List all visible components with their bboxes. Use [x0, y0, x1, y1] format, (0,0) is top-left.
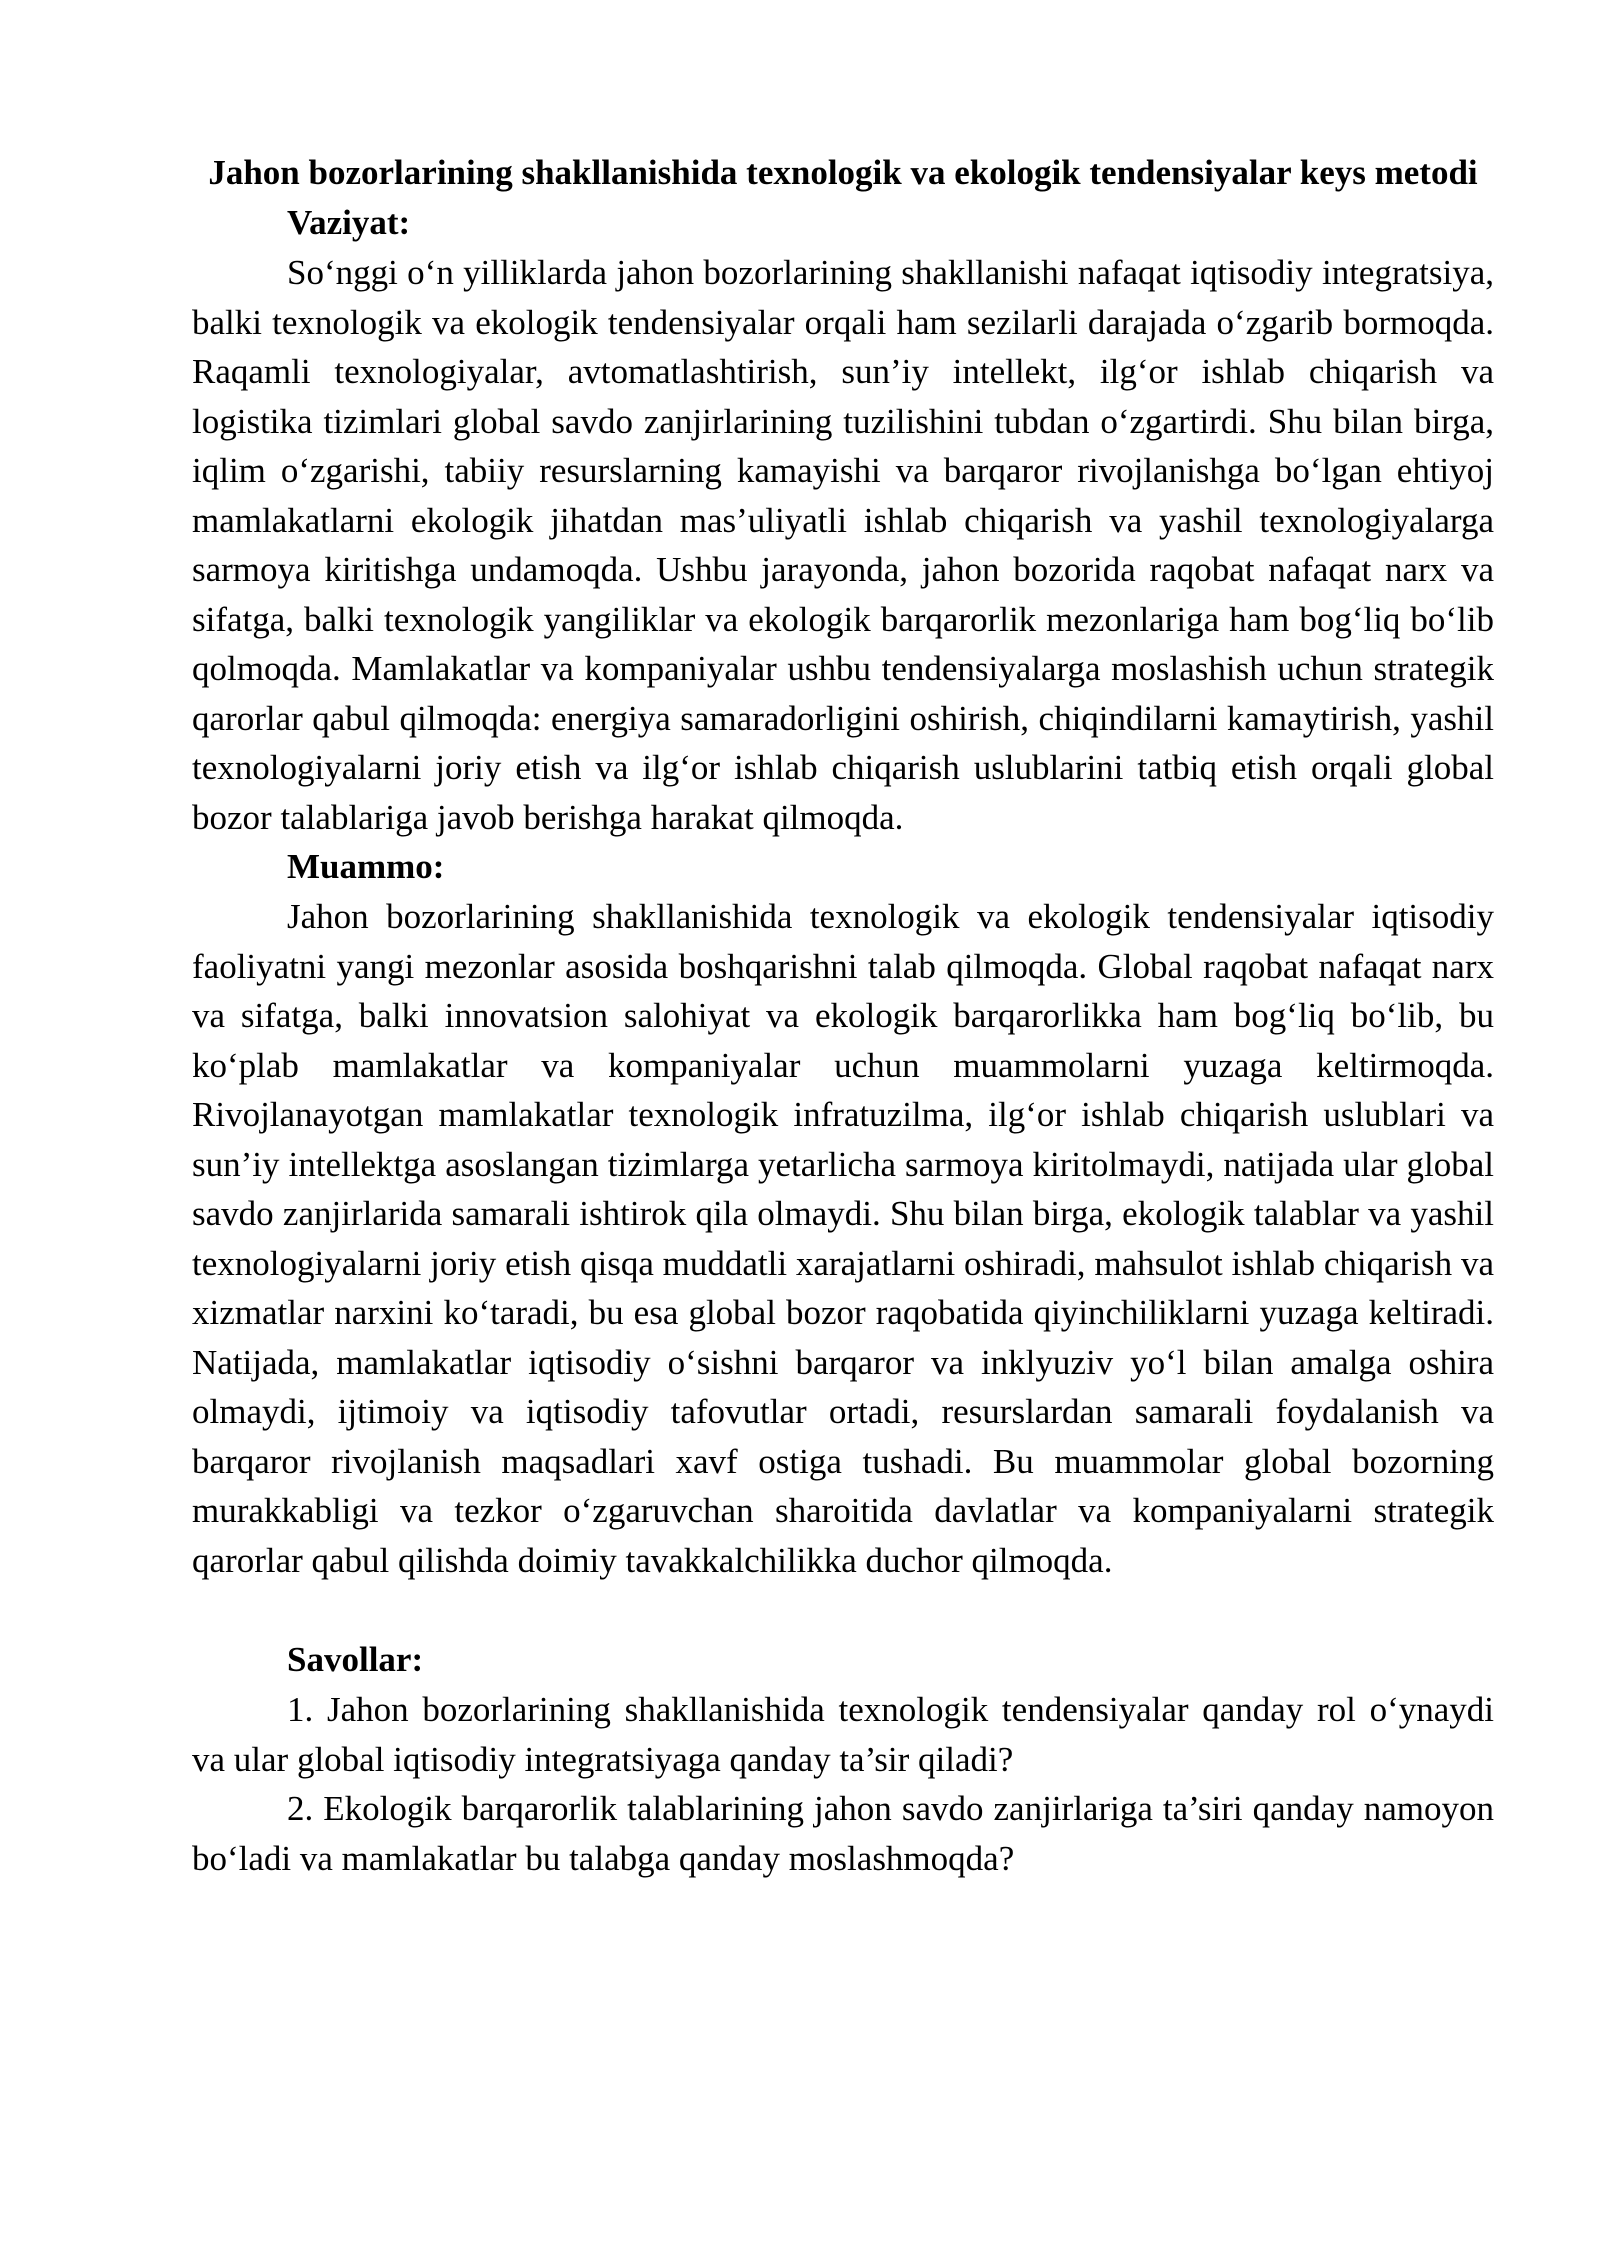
question-item-1: 1. Jahon bozorlarining shakllanishida texnologik tendensiyalar qanday rol o‘ynaydi va ular global iqtisodiy integratsiyaga qanday ta’sir qiladi?: [192, 1690, 1494, 1779]
document-page: [192, 148, 1494, 1883]
paragraph-vaziyat: So‘nggi o‘n yilliklarda jahon bozorlarining shakllanishi nafaqat iqtisodiy integratsiya, balki texnologik va ekologik tendensiyalar orqali ham sezilarli darajada o‘zgarib bormoqda. Raqamli texnologiyalar, avtomatlashtirish, sun’iy intellekt, ilg‘or ishlab chiqarish va logistika tizimlari global savdo zanjirlarining tuzilishini tubdan o‘zgartirdi. Shu bilan birga, iqlim o‘zgarishi, tabiiy resurslarning kamayishi va barqaror rivojlanishga bo‘lgan ehtiyoj mamlakatlarni ekologik jihatdan mas’uliyatli ishlab chiqarish va yashil texnologiyalarga sarmoya kiritishga undamoqda. Ushbu jarayonda, jahon bozorida raqobat nafaqat narx va sifatga, balki texnologik yangiliklar va ekologik barqarorlik mezonlariga ham bog‘liq bo‘lib qolmoqda. Mamlakatlar va kompaniyalar ushbu tendensiyalarga moslashish uchun strategik qarorlar qabul qilmoqda: energiya samaradorligini oshirish, chiqindilarni kamaytirish, yashil texnologiyalarni joriy etish va ilg‘or ishlab chiqarish uslublarini tatbiq etish orqali global bozor talablariga javob berishga harakat qilmoqda.: [192, 253, 1494, 837]
section-heading-muammo: Muammo:: [287, 847, 445, 886]
blank-line: [192, 1585, 1494, 1635]
section-heading-savollar: Savollar:: [287, 1640, 424, 1679]
section-heading-vaziyat: Vaziyat:: [287, 203, 411, 242]
document-title: Jahon bozorlarining shakllanishida texnologik va ekologik tendensiyalar keys metodi: [208, 153, 1478, 192]
paragraph-muammo: Jahon bozorlarining shakllanishida texnologik va ekologik tendensiyalar iqtisodiy faoliyatni yangi mezonlar asosida boshqarishni talab qilmoqda. Global raqobat nafaqat narx va sifatga, balki innovatsion salohiyat va ekologik barqarorlikka ham bog‘liq bo‘lib, bu ko‘plab mamlakatlar va kompaniyalar uchun muammolarni yuzaga keltirmoqda. Rivojlanayotgan mamlakatlar texnologik infratuzilma, ilg‘or ishlab chiqarish uslublari va sun’iy intellektga asoslangan tizimlarga yetarlicha sarmoya kiritolmaydi, natijada ular global savdo zanjirlarida samarali ishtirok qila olmaydi. Shu bilan birga, ekologik talablar va yashil texnologiyalarni joriy etish qisqa muddatli xarajatlarni oshiradi, mahsulot ishlab chiqarish va xizmatlar narxini ko‘taradi, bu esa global bozor raqobatida qiyinchiliklarni yuzaga keltiradi. Natijada, mamlakatlar iqtisodiy o‘sishni barqaror va inklyuziv yo‘l bilan amalga oshira olmaydi, ijtimoiy va iqtisodiy tafovutlar ortadi, resurslardan samarali foydalanish va barqaror rivojlanish maqsadlari xavf ostiga tushadi. Bu muammolar global bozorning murakkabligi va tezkor o‘zgaruvchan sharoitida davlatlar va kompaniyalarni strategik qarorlar qabul qilishda doimiy tavakkalchilikka duchor qilmoqda.: [192, 897, 1494, 1580]
question-item-2: 2. Ekologik barqarorlik talablarining jahon savdo zanjirlariga ta’siri qanday namoyon bo‘ladi va mamlakatlar bu talabga qanday moslashmoqda?: [192, 1789, 1494, 1878]
